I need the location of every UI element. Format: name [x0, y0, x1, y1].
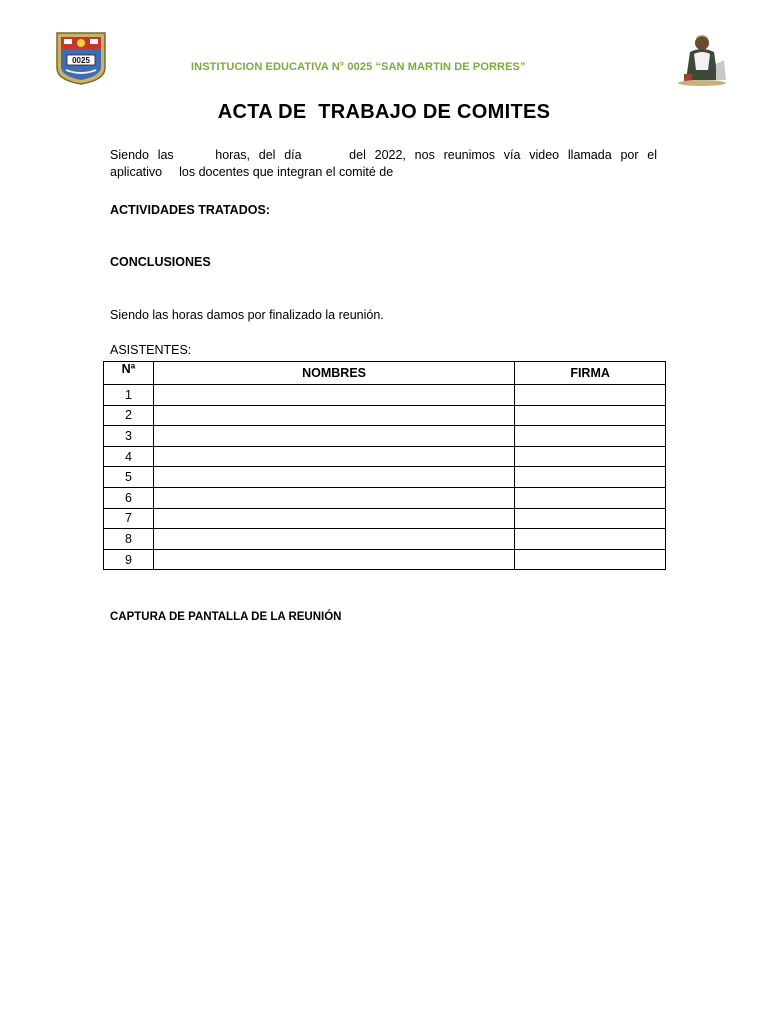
name-cell[interactable] [153, 529, 514, 550]
header-names: NOMBRES [153, 362, 514, 385]
activities-heading: ACTIVIDADES TRATADOS: [110, 203, 270, 217]
institution-name: INSTITUCION EDUCATIVA N° 0025 “SAN MARTIN DE PORRES” [191, 61, 526, 73]
name-cell[interactable] [153, 549, 514, 570]
row-number: 8 [104, 529, 154, 550]
signature-cell[interactable] [515, 529, 666, 550]
school-crest-logo [54, 30, 108, 86]
header-signature: FIRMA [515, 362, 666, 385]
row-number: 2 [104, 405, 154, 426]
intro-line-2 [110, 164, 657, 181]
signature-cell[interactable] [515, 405, 666, 426]
signature-cell[interactable] [515, 549, 666, 570]
signature-cell[interactable] [515, 446, 666, 467]
intro-text-2: horas, del día [215, 148, 302, 162]
intro-paragraph [110, 147, 657, 181]
table-row [104, 467, 666, 488]
row-number: 9 [104, 549, 154, 570]
signature-cell[interactable] [515, 467, 666, 488]
table-row [104, 529, 666, 550]
row-number: 3 [104, 426, 154, 447]
intro-text-4: aplicativo [110, 165, 163, 179]
intro-text-5: los docentes que integran el comité de [179, 165, 394, 179]
table-row [104, 405, 666, 426]
signature-cell[interactable] [515, 508, 666, 529]
signature-cell[interactable] [515, 385, 666, 406]
table-row [104, 385, 666, 406]
conclusions-heading: CONCLUSIONES [110, 255, 211, 269]
saint-martin-emblem [672, 30, 732, 88]
intro-text-3: del 2022, nos reunimos vía video llamada por el [349, 148, 658, 162]
header-number: Nª [104, 362, 154, 385]
row-number: 6 [104, 487, 154, 508]
screenshot-section-heading: CAPTURA DE PANTALLA DE LA REUNIÓN [110, 611, 342, 623]
table-row [104, 549, 666, 570]
attendance-table [103, 361, 666, 570]
table-header-row [104, 362, 666, 385]
row-number: 7 [104, 508, 154, 529]
table-row [104, 426, 666, 447]
table-row [104, 446, 666, 467]
crest-number: 0025 [72, 56, 90, 65]
name-cell[interactable] [153, 508, 514, 529]
signature-cell[interactable] [515, 426, 666, 447]
row-number: 5 [104, 467, 154, 488]
name-cell[interactable] [153, 487, 514, 508]
name-cell[interactable] [153, 446, 514, 467]
signature-cell[interactable] [515, 487, 666, 508]
intro-line-1 [110, 147, 657, 164]
row-number: 1 [104, 385, 154, 406]
document-title: ACTA DE TRABAJO DE COMITES [217, 101, 551, 123]
intro-text-1: Siendo las [110, 148, 174, 162]
closing-statement: Siendo las horas damos por finalizado la reunión. [110, 308, 384, 322]
name-cell[interactable] [153, 426, 514, 447]
name-cell[interactable] [153, 405, 514, 426]
name-cell[interactable] [153, 467, 514, 488]
attendees-label: ASISTENTES: [110, 343, 192, 357]
name-cell[interactable] [153, 385, 514, 406]
table-row [104, 487, 666, 508]
row-number: 4 [104, 446, 154, 467]
table-row [104, 508, 666, 529]
